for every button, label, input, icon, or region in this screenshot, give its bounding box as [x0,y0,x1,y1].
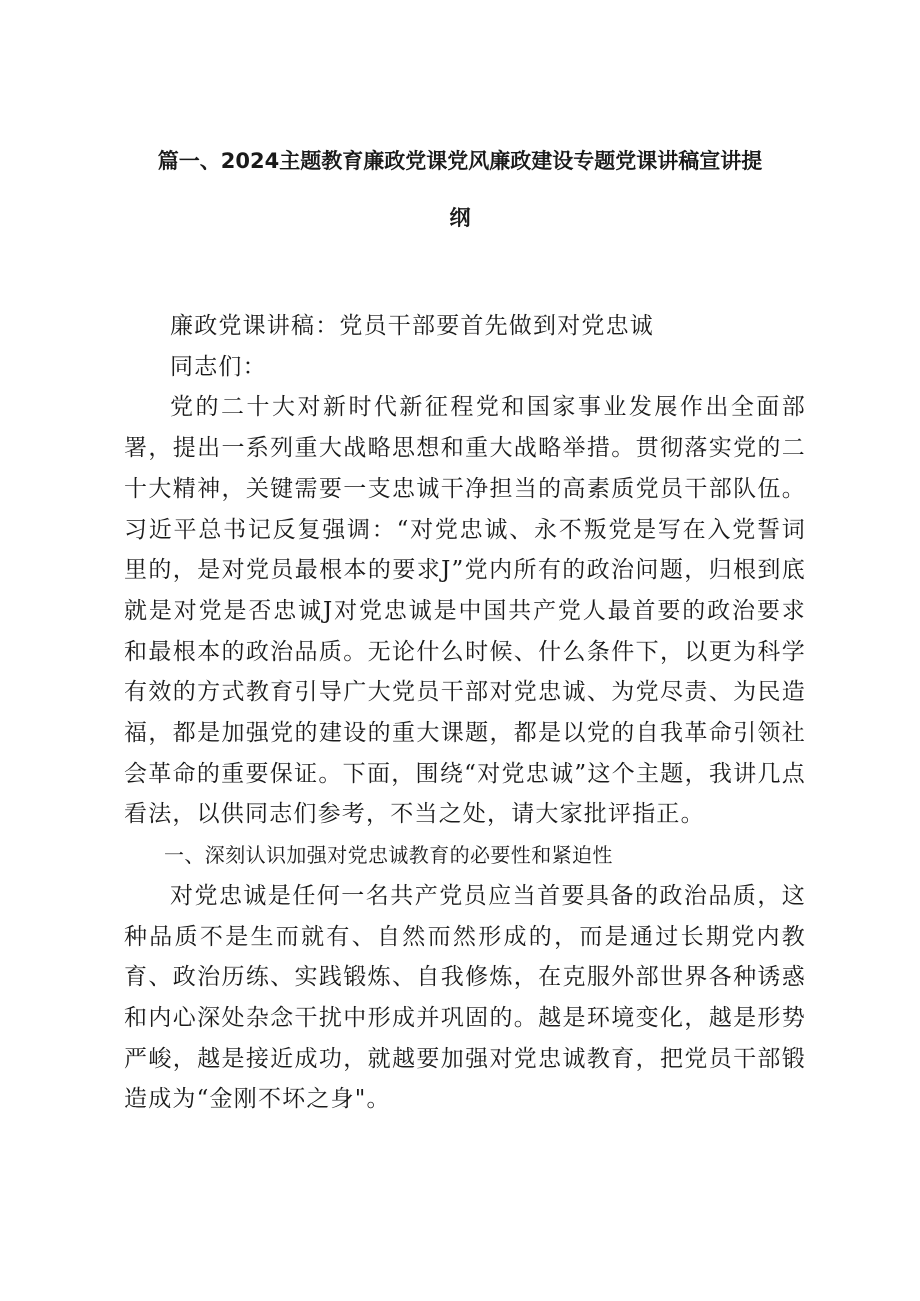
paragraph-intro: 党的二十大对新时代新征程党和国家事业发展作出全面部署，提出一系列重大战略思想和重大战略举措。贯彻落实党的二十大精神，关键需要一支忠诚干净担当的高素质党员干部队伍。习近平总书记反复强调：“对党忠诚、永不叛党是写在入党誓词里的，是对党员最根本的要求J”党内所有的政治问题，归根到底就是对党是否忠诚J对党忠诚是中国共产党人最首要的政治要求和最根本的政治品质。无论什么时候、什么条件下，以更为科学有效的方式教育引导广大党员干部对党忠诚、为党尽责、为民造福，都是加强党的建设的重大课题，都是以党的自我革命引领社会革命的重要保证。下面，围绕“对党忠诚”这个主题，我讲几点看法，以供同志们参考，不当之处，请大家批评指正。 [124,394,806,828]
document-body [124,306,806,1120]
document-title-line-1: 篇一、2024主题教育廉政党课党风廉政建设专题党课讲稿宣讲提 [157,149,763,173]
paragraph-section-1: 对党忠诚是任何一名共产党员应当首要具备的政治品质，这种品质不是生而就有、自然而然形成的，而是通过长期党内教育、政治历练、实践锻炼、自我修炼，在克服外部世界各种诱惑和内心深处杂念干扰中形成并巩固的。越是环境变化，越是形势严峻，越是接近成功，就越要加强对党忠诚教育，把党员干部锻造成为“金刚不坏之身"。 [124,882,806,1113]
document-title-line-2: 纲 [449,206,471,230]
section-heading-1: 一、深刻认识加强对党忠诚教育的必要性和紧迫性 [164,843,613,868]
salutation: 同志们： [170,353,267,380]
subtitle: 廉政党课讲稿：党员干部要首先做到对党忠诚 [170,313,654,339]
